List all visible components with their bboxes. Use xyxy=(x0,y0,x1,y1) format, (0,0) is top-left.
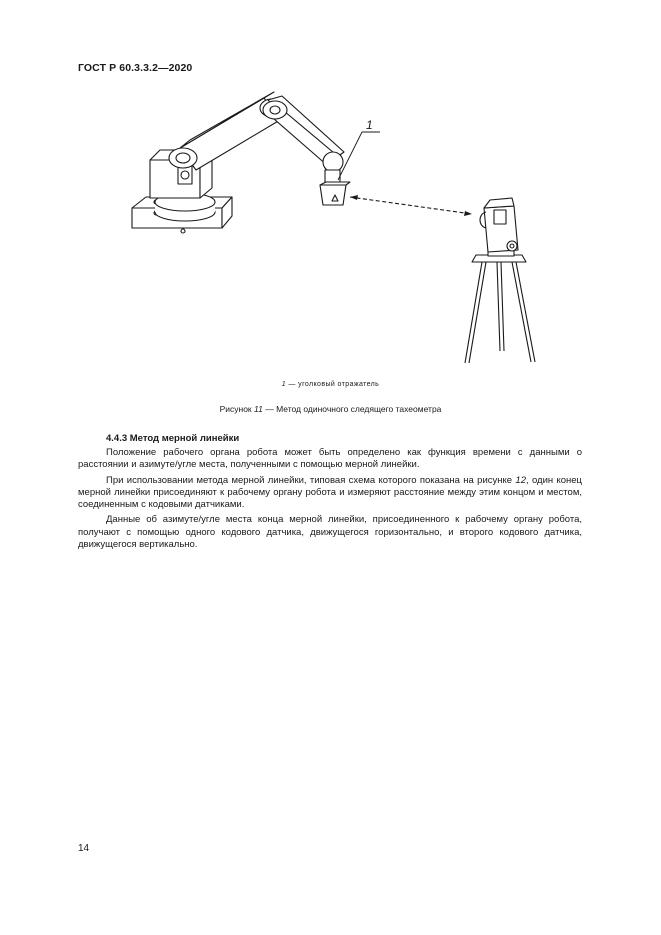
legend-text: — уголковый отражатель xyxy=(286,381,380,388)
paragraph-1: Положение рабочего органа робота может быть определено как функция времени с данными о расстоянии и азимуте/угле места, полученными с помощью мерной линейки. xyxy=(78,447,582,471)
measurement-beam xyxy=(350,195,472,216)
tripod xyxy=(465,262,535,363)
legend-number: 1 xyxy=(281,381,287,388)
paragraph-2-end: , один конец мерной линейки присоединяют к рабочему органу робота и измеряют расстояние между этим концом и местом, соединенным с кодовыми датчиками. xyxy=(78,474,582,511)
callout-leader xyxy=(338,132,380,180)
paragraph-2 xyxy=(78,475,582,512)
figure-11 xyxy=(0,0,661,400)
paragraph-3: Данные об азимуте/угле места конца мерной линейки, присоединенного к рабочему органу робота, получают с помощью одного кодового датчика, движущегося горизонтально, и второго кодового датчика, движущегося вертикально. xyxy=(78,514,582,551)
caption-number: 11 xyxy=(254,404,263,414)
callout-number: 1 xyxy=(366,118,373,132)
figure-reference: 12 xyxy=(515,474,526,486)
caption-text: — Метод одиночного следящего тахеометра xyxy=(262,404,442,414)
caption-prefix: Рисунок xyxy=(219,404,255,414)
document-header: ГОСТ Р 60.3.3.2—2020 xyxy=(78,62,193,74)
figure-legend xyxy=(0,381,661,388)
section-body xyxy=(78,447,582,554)
page-number: 14 xyxy=(78,843,90,854)
tacheometer xyxy=(472,198,526,262)
robot-tacheometer-illustration xyxy=(0,0,661,400)
section-title: 4.4.3 Метод мерной линейки xyxy=(106,433,240,444)
figure-caption xyxy=(0,404,661,414)
robot-end-effector xyxy=(320,152,350,205)
paragraph-2-start: При использовании метода мерной линейки, типовая схема которого показана на рисунке xyxy=(106,474,516,486)
